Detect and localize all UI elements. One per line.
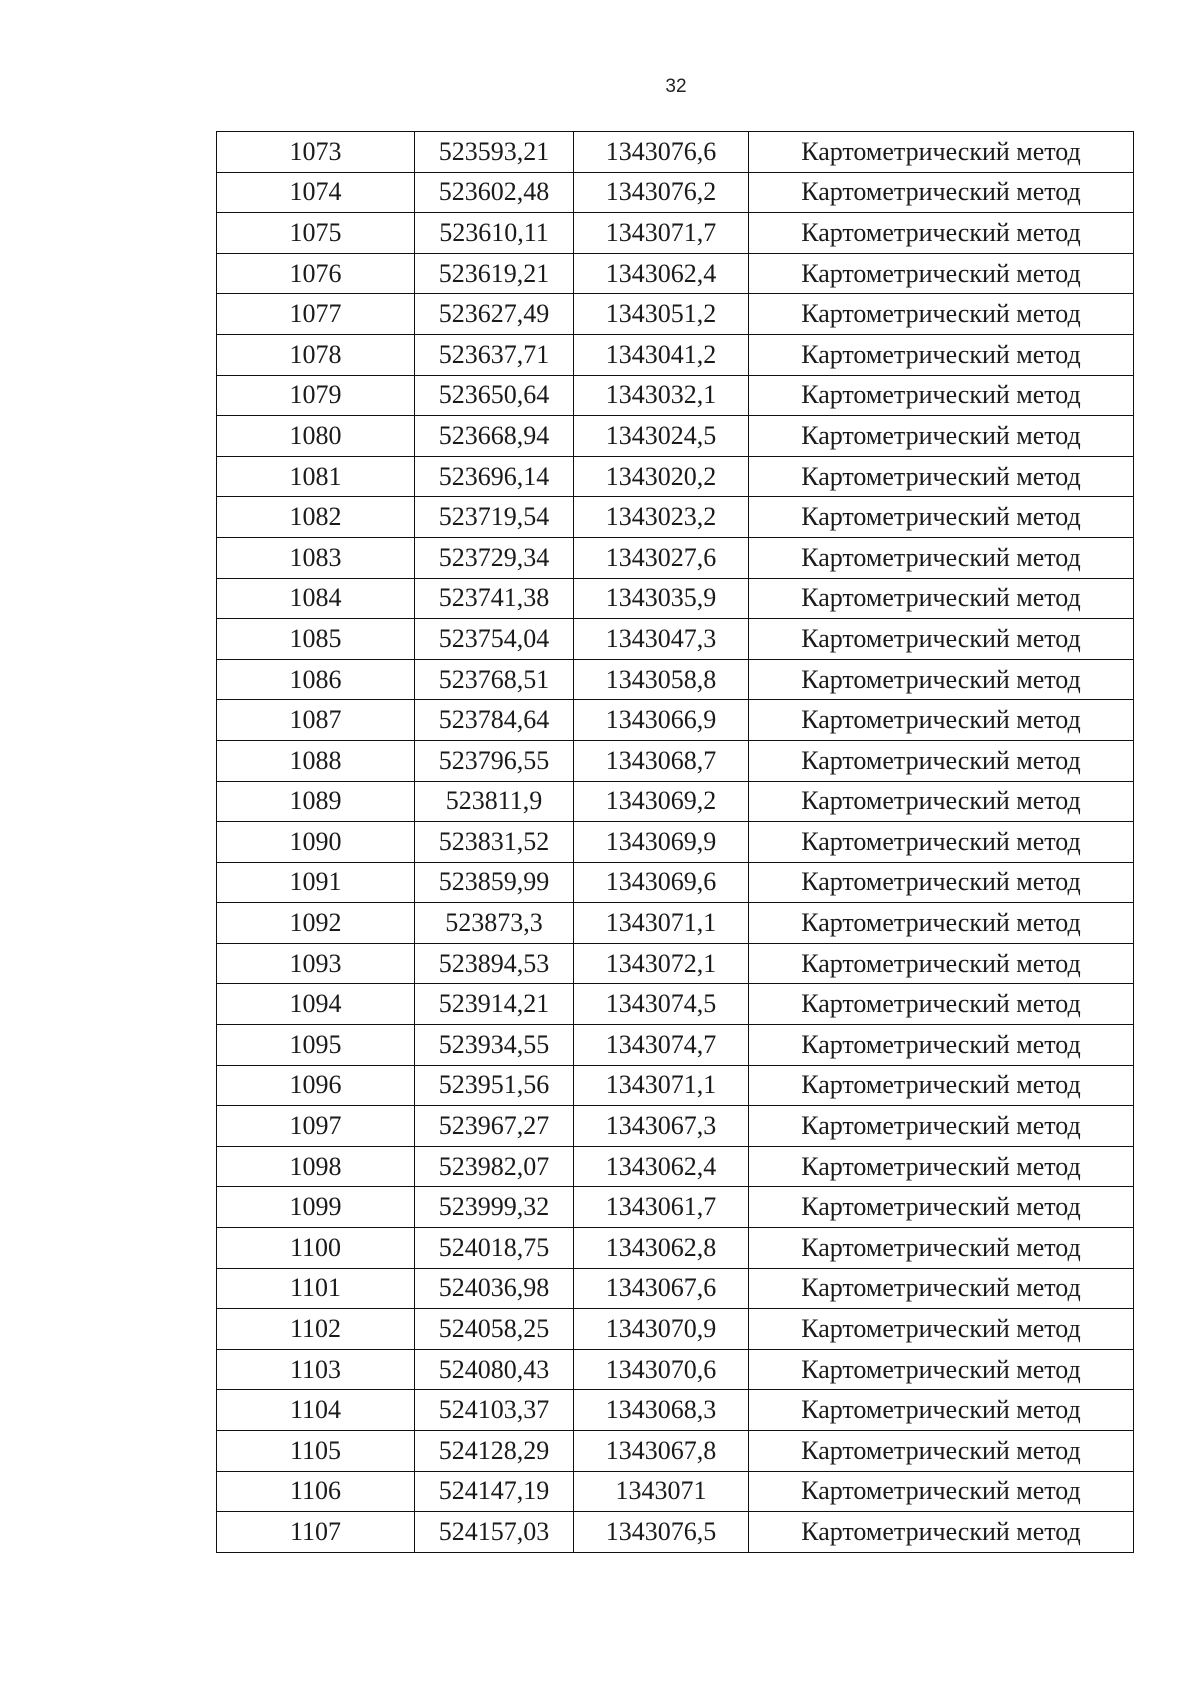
- table-row: [217, 1390, 1134, 1431]
- point-number-cell: 1087: [217, 700, 415, 741]
- method-cell: Картометрический метод: [749, 943, 1134, 984]
- table-row: [217, 213, 1134, 254]
- y-coordinate-cell: 1343070,9: [574, 1309, 749, 1350]
- x-coordinate-cell: 523668,94: [415, 416, 574, 457]
- point-number-cell: 1083: [217, 537, 415, 578]
- x-coordinate-cell: 523951,56: [415, 1065, 574, 1106]
- table-row: [217, 659, 1134, 700]
- y-coordinate-cell: 1343035,9: [574, 578, 749, 619]
- table-row: [217, 1187, 1134, 1228]
- method-cell: Картометрический метод: [749, 213, 1134, 254]
- point-number-cell: 1081: [217, 456, 415, 497]
- x-coordinate-cell: 524147,19: [415, 1471, 574, 1512]
- point-number-cell: 1094: [217, 984, 415, 1025]
- method-cell: Картометрический метод: [749, 659, 1134, 700]
- x-coordinate-cell: 524036,98: [415, 1268, 574, 1309]
- table-row: [217, 253, 1134, 294]
- y-coordinate-cell: 1343071,1: [574, 903, 749, 944]
- x-coordinate-cell: 523894,53: [415, 943, 574, 984]
- y-coordinate-cell: 1343070,6: [574, 1349, 749, 1390]
- table-row: [217, 1106, 1134, 1147]
- table-row: [217, 294, 1134, 335]
- point-number-cell: 1098: [217, 1146, 415, 1187]
- table-row: [217, 1309, 1134, 1350]
- table-row: [217, 862, 1134, 903]
- table-row: [217, 416, 1134, 457]
- point-number-cell: 1096: [217, 1065, 415, 1106]
- x-coordinate-cell: 523768,51: [415, 659, 574, 700]
- method-cell: Картометрический метод: [749, 253, 1134, 294]
- x-coordinate-cell: 523637,71: [415, 334, 574, 375]
- y-coordinate-cell: 1343069,2: [574, 781, 749, 822]
- point-number-cell: 1103: [217, 1349, 415, 1390]
- x-coordinate-cell: 523999,32: [415, 1187, 574, 1228]
- coordinates-table-body: [217, 132, 1134, 1553]
- point-number-cell: 1086: [217, 659, 415, 700]
- y-coordinate-cell: 1343023,2: [574, 497, 749, 538]
- method-cell: Картометрический метод: [749, 984, 1134, 1025]
- table-row: [217, 619, 1134, 660]
- x-coordinate-cell: 524080,43: [415, 1349, 574, 1390]
- y-coordinate-cell: 1343071,7: [574, 213, 749, 254]
- x-coordinate-cell: 523873,3: [415, 903, 574, 944]
- point-number-cell: 1076: [217, 253, 415, 294]
- point-number-cell: 1079: [217, 375, 415, 416]
- x-coordinate-cell: 523696,14: [415, 456, 574, 497]
- table-row: [217, 1065, 1134, 1106]
- method-cell: Картометрический метод: [749, 334, 1134, 375]
- x-coordinate-cell: 523729,34: [415, 537, 574, 578]
- x-coordinate-cell: 523811,9: [415, 781, 574, 822]
- y-coordinate-cell: 1343020,2: [574, 456, 749, 497]
- table-row: [217, 1431, 1134, 1472]
- x-coordinate-cell: 523754,04: [415, 619, 574, 660]
- method-cell: Картометрический метод: [749, 1390, 1134, 1431]
- x-coordinate-cell: 524157,03: [415, 1512, 574, 1553]
- x-coordinate-cell: 523627,49: [415, 294, 574, 335]
- point-number-cell: 1085: [217, 619, 415, 660]
- table-row: [217, 700, 1134, 741]
- y-coordinate-cell: 1343024,5: [574, 416, 749, 457]
- y-coordinate-cell: 1343062,4: [574, 1146, 749, 1187]
- table-row: [217, 1512, 1134, 1553]
- method-cell: Картометрический метод: [749, 172, 1134, 213]
- point-number-cell: 1092: [217, 903, 415, 944]
- table-row: [217, 781, 1134, 822]
- y-coordinate-cell: 1343067,3: [574, 1106, 749, 1147]
- point-number-cell: 1080: [217, 416, 415, 457]
- point-number-cell: 1088: [217, 740, 415, 781]
- x-coordinate-cell: 524128,29: [415, 1431, 574, 1472]
- point-number-cell: 1101: [217, 1268, 415, 1309]
- method-cell: Картометрический метод: [749, 740, 1134, 781]
- point-number-cell: 1105: [217, 1431, 415, 1472]
- table-row: [217, 1349, 1134, 1390]
- x-coordinate-cell: 523831,52: [415, 822, 574, 863]
- y-coordinate-cell: 1343072,1: [574, 943, 749, 984]
- y-coordinate-cell: 1343027,6: [574, 537, 749, 578]
- table-row: [217, 497, 1134, 538]
- y-coordinate-cell: 1343066,9: [574, 700, 749, 741]
- table-row: [217, 903, 1134, 944]
- x-coordinate-cell: 523796,55: [415, 740, 574, 781]
- point-number-cell: 1084: [217, 578, 415, 619]
- point-number-cell: 1073: [217, 132, 415, 173]
- table-row: [217, 456, 1134, 497]
- y-coordinate-cell: 1343067,8: [574, 1431, 749, 1472]
- point-number-cell: 1078: [217, 334, 415, 375]
- y-coordinate-cell: 1343032,1: [574, 375, 749, 416]
- point-number-cell: 1095: [217, 1025, 415, 1066]
- point-number-cell: 1090: [217, 822, 415, 863]
- point-number-cell: 1082: [217, 497, 415, 538]
- x-coordinate-cell: 523719,54: [415, 497, 574, 538]
- table-row: [217, 172, 1134, 213]
- x-coordinate-cell: 523784,64: [415, 700, 574, 741]
- point-number-cell: 1106: [217, 1471, 415, 1512]
- point-number-cell: 1102: [217, 1309, 415, 1350]
- y-coordinate-cell: 1343068,3: [574, 1390, 749, 1431]
- method-cell: Картометрический метод: [749, 1471, 1134, 1512]
- x-coordinate-cell: 523934,55: [415, 1025, 574, 1066]
- method-cell: Картометрический метод: [749, 1349, 1134, 1390]
- y-coordinate-cell: 1343058,8: [574, 659, 749, 700]
- y-coordinate-cell: 1343069,6: [574, 862, 749, 903]
- point-number-cell: 1074: [217, 172, 415, 213]
- method-cell: Картометрический метод: [749, 375, 1134, 416]
- method-cell: Картометрический метод: [749, 578, 1134, 619]
- point-number-cell: 1097: [217, 1106, 415, 1147]
- method-cell: Картометрический метод: [749, 862, 1134, 903]
- y-coordinate-cell: 1343067,6: [574, 1268, 749, 1309]
- table-row: [217, 984, 1134, 1025]
- x-coordinate-cell: 524018,75: [415, 1228, 574, 1269]
- table-row: [217, 375, 1134, 416]
- table-row: [217, 1471, 1134, 1512]
- method-cell: Картометрический метод: [749, 822, 1134, 863]
- method-cell: Картометрический метод: [749, 1309, 1134, 1350]
- x-coordinate-cell: 523741,38: [415, 578, 574, 619]
- coordinates-table: [216, 131, 1134, 1553]
- table-row: [217, 1146, 1134, 1187]
- method-cell: Картометрический метод: [749, 619, 1134, 660]
- point-number-cell: 1089: [217, 781, 415, 822]
- x-coordinate-cell: 523593,21: [415, 132, 574, 173]
- method-cell: Картометрический метод: [749, 132, 1134, 173]
- table-row: [217, 943, 1134, 984]
- method-cell: Картометрический метод: [749, 903, 1134, 944]
- x-coordinate-cell: 523859,99: [415, 862, 574, 903]
- point-number-cell: 1107: [217, 1512, 415, 1553]
- table-row: [217, 1025, 1134, 1066]
- x-coordinate-cell: 524058,25: [415, 1309, 574, 1350]
- method-cell: Картометрический метод: [749, 700, 1134, 741]
- y-coordinate-cell: 1343069,9: [574, 822, 749, 863]
- y-coordinate-cell: 1343041,2: [574, 334, 749, 375]
- y-coordinate-cell: 1343074,5: [574, 984, 749, 1025]
- point-number-cell: 1104: [217, 1390, 415, 1431]
- method-cell: Картометрический метод: [749, 497, 1134, 538]
- y-coordinate-cell: 1343071,1: [574, 1065, 749, 1106]
- point-number-cell: 1100: [217, 1228, 415, 1269]
- method-cell: Картометрический метод: [749, 1431, 1134, 1472]
- y-coordinate-cell: 1343071: [574, 1471, 749, 1512]
- x-coordinate-cell: 524103,37: [415, 1390, 574, 1431]
- point-number-cell: 1091: [217, 862, 415, 903]
- method-cell: Картометрический метод: [749, 1228, 1134, 1269]
- table-row: [217, 132, 1134, 173]
- y-coordinate-cell: 1343047,3: [574, 619, 749, 660]
- method-cell: Картометрический метод: [749, 781, 1134, 822]
- table-row: [217, 537, 1134, 578]
- y-coordinate-cell: 1343076,5: [574, 1512, 749, 1553]
- y-coordinate-cell: 1343051,2: [574, 294, 749, 335]
- method-cell: Картометрический метод: [749, 1065, 1134, 1106]
- method-cell: Картометрический метод: [749, 1025, 1134, 1066]
- table-row: [217, 740, 1134, 781]
- table-row: [217, 1228, 1134, 1269]
- y-coordinate-cell: 1343074,7: [574, 1025, 749, 1066]
- x-coordinate-cell: 523650,64: [415, 375, 574, 416]
- table-row: [217, 822, 1134, 863]
- point-number-cell: 1093: [217, 943, 415, 984]
- method-cell: Картометрический метод: [749, 456, 1134, 497]
- y-coordinate-cell: 1343076,2: [574, 172, 749, 213]
- method-cell: Картометрический метод: [749, 1512, 1134, 1553]
- x-coordinate-cell: 523914,21: [415, 984, 574, 1025]
- point-number-cell: 1075: [217, 213, 415, 254]
- method-cell: Картометрический метод: [749, 1146, 1134, 1187]
- x-coordinate-cell: 523967,27: [415, 1106, 574, 1147]
- method-cell: Картометрический метод: [749, 1268, 1134, 1309]
- method-cell: Картометрический метод: [749, 1106, 1134, 1147]
- x-coordinate-cell: 523602,48: [415, 172, 574, 213]
- x-coordinate-cell: 523982,07: [415, 1146, 574, 1187]
- point-number-cell: 1077: [217, 294, 415, 335]
- y-coordinate-cell: 1343062,8: [574, 1228, 749, 1269]
- page-number: 32: [665, 76, 687, 97]
- method-cell: Картометрический метод: [749, 294, 1134, 335]
- x-coordinate-cell: 523610,11: [415, 213, 574, 254]
- y-coordinate-cell: 1343062,4: [574, 253, 749, 294]
- table-row: [217, 334, 1134, 375]
- method-cell: Картометрический метод: [749, 1187, 1134, 1228]
- y-coordinate-cell: 1343076,6: [574, 132, 749, 173]
- x-coordinate-cell: 523619,21: [415, 253, 574, 294]
- y-coordinate-cell: 1343068,7: [574, 740, 749, 781]
- y-coordinate-cell: 1343061,7: [574, 1187, 749, 1228]
- table-row: [217, 578, 1134, 619]
- table-row: [217, 1268, 1134, 1309]
- method-cell: Картометрический метод: [749, 537, 1134, 578]
- point-number-cell: 1099: [217, 1187, 415, 1228]
- method-cell: Картометрический метод: [749, 416, 1134, 457]
